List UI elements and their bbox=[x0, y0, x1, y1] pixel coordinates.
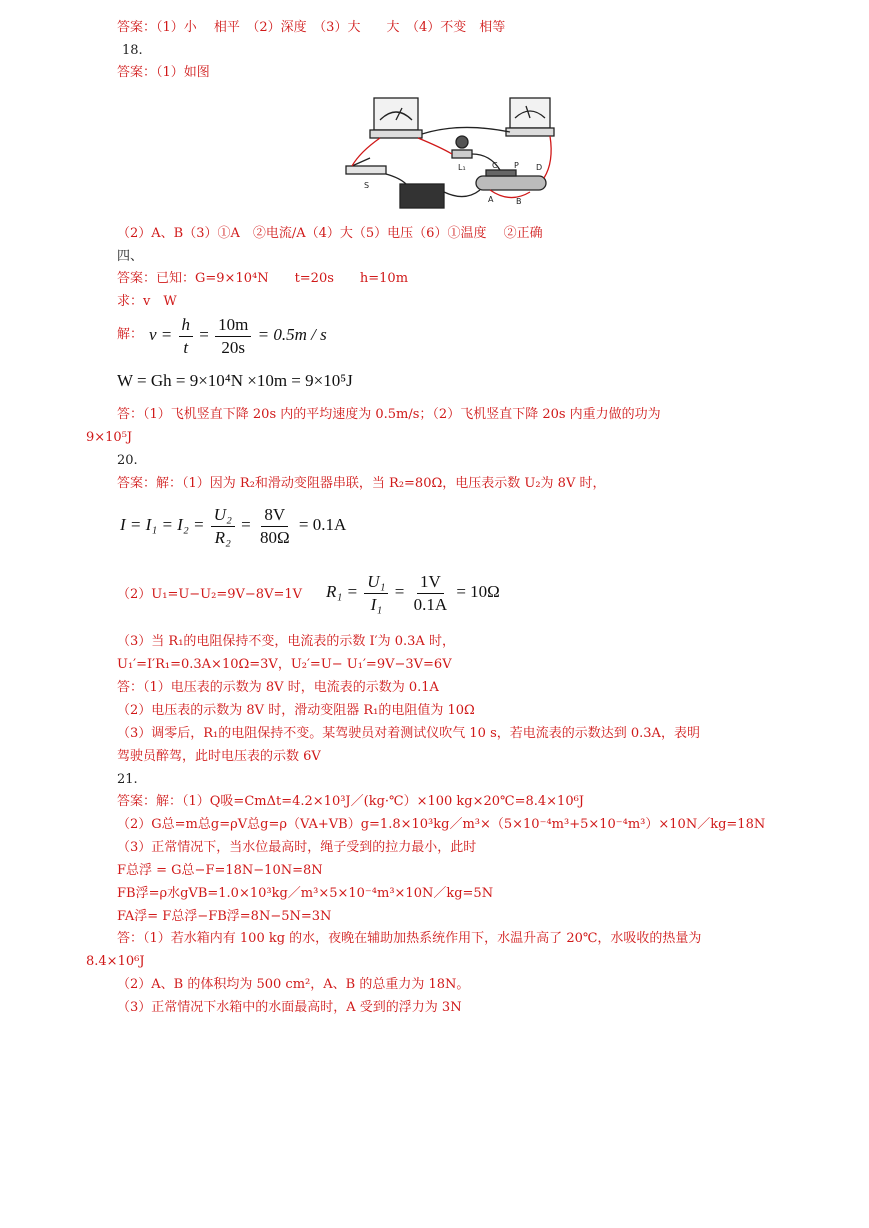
bulb-icon bbox=[452, 150, 472, 158]
ammeter-icon bbox=[510, 98, 550, 128]
q19-conclusion-1: 答：（1）飞机竖直下降 20s 内的平均速度为 0.5m/s；（2）飞机竖直下降 20s 内重力做的功为 bbox=[117, 407, 661, 422]
q21-conclusion-3: （3）正常情况下水箱中的水面最高时，A 受到的浮力为 3N bbox=[117, 1000, 462, 1015]
q19-conclusion-2: 9×10⁵J bbox=[86, 430, 133, 445]
q20-conclusion-1: 答：（1）电压表的示数为 8V 时，电流表的示数为 0.1A bbox=[117, 680, 439, 695]
label-a: A bbox=[488, 195, 494, 204]
label-l1: L₁ bbox=[458, 163, 466, 172]
q20-conclusion-2: （2）电压表的示数为 8V 时，滑动变阻器 R₁的电阻值为 10Ω bbox=[117, 703, 475, 718]
q20-part2: （2）U₁=U−U₂=9V−8V=1V bbox=[117, 587, 303, 602]
voltmeter-icon bbox=[374, 98, 418, 130]
q21-number: 21. bbox=[117, 772, 138, 787]
q20-answer: 答案：解：（1）因为 R₂和滑动变阻器串联，当 R₂=80Ω，电压表示数 U₂为 8V 时， bbox=[117, 476, 606, 491]
q21-line-3: （3）正常情况下，当水位最高时，绳子受到的拉力最小，此时 bbox=[117, 840, 477, 855]
work-equation: W = Gh = 9×10⁴N ×10m = 9×10⁵J bbox=[117, 371, 353, 390]
label-d: D bbox=[536, 163, 543, 172]
q19-solve-label: 解： bbox=[117, 327, 144, 342]
section-four: 四、 bbox=[117, 249, 144, 264]
q20-part3b: U₁′=I′R₁=0.3A×10Ω=3V，U₂′=U− U₁′=9V−3V=6V bbox=[117, 657, 452, 672]
q21-conclusion-1a: 答：（1）若水箱内有 100 kg 的水，夜晚在辅助加热系统作用下，水温升高了 20℃，水吸收的热量为 bbox=[117, 931, 702, 946]
circuit-diagram-figure bbox=[340, 92, 556, 216]
q21-line-5: FB浮=ρ水gVB=1.0×10³kg／m³×5×10⁻⁴m³×10N／kg=5N bbox=[117, 886, 494, 901]
label-s: S bbox=[364, 181, 370, 190]
q21-line-2: （2）G总=m总g=ρV总g=ρ（VA+VB）g=1.8×10³kg／m³×（5×10⁻⁴m³+5×10⁻⁴m³）×10N／kg=18N bbox=[117, 817, 766, 832]
q20-conclusion-3b: 驾驶员醉驾，此时电压表的示数 6V bbox=[117, 749, 321, 764]
q21-conclusion-1b: 8.4×10⁶J bbox=[86, 954, 145, 969]
label-c: C bbox=[492, 161, 498, 170]
q21-conclusion-2: （2）A、B 的体积均为 500 cm²，A、B 的总重力为 18N。 bbox=[117, 977, 470, 992]
battery-icon bbox=[400, 184, 444, 208]
q18-answer: 答案：（1）如图 bbox=[117, 65, 210, 80]
label-p: P bbox=[514, 161, 519, 170]
q17-answer: 答案：（1）小 相平 （2）深度 （3）大 大 （4）不变 相等 bbox=[117, 20, 506, 35]
q21-line-4: F总浮 = G总−F=18N−10N=8N bbox=[117, 863, 323, 878]
q20-conclusion-3a: （3）调零后，R₁的电阻保持不变。某驾驶员对着测试仪吹气 10 s，若电流表的示数达到 0.3A，表明 bbox=[117, 726, 700, 741]
q18-continuation: （2）A、B（3）①A ②电流/A（4）大（5）电压（6）①温度 ②正确 bbox=[117, 226, 543, 241]
current-equation: I = I₁ = I₂ = $\frac{\text{U₂}}{\text{R₂}}$ = $\frac{8V}{80\Omega}$ = 0.1A bbox=[120, 504, 347, 547]
switch-icon bbox=[346, 166, 386, 174]
q21-line-6: FA浮= F总浮−FB浮=8N−5N=3N bbox=[117, 909, 332, 924]
q18-number: 18. bbox=[122, 43, 143, 58]
rheostat-icon bbox=[476, 176, 546, 190]
q19-find: 求：v W bbox=[117, 294, 177, 309]
resistance-equation: R₁ = $\frac{\text{U₁}}{\text{I₁}}$ = $\frac{1V}{0.1A}$ = 10Ω bbox=[326, 571, 500, 614]
q21-line-1: 答案：解：（1）Q吸=CmΔt=4.2×10³J／(kg·℃）×100 kg×20℃=8.4×10⁶J bbox=[117, 794, 585, 809]
velocity-equation: v = $\frac{h}{t}$ = $\frac{10m}{20s}$ = 0.5m / s bbox=[149, 314, 327, 357]
q20-part3a: （3）当 R₁的电阻保持不变，电流表的示数 I′为 0.3A 时， bbox=[117, 634, 455, 649]
q20-number: 20. bbox=[117, 453, 138, 468]
label-b: B bbox=[516, 197, 522, 206]
q19-known: 答案：已知：G=9×10⁴N t=20s h=10m bbox=[117, 271, 409, 286]
